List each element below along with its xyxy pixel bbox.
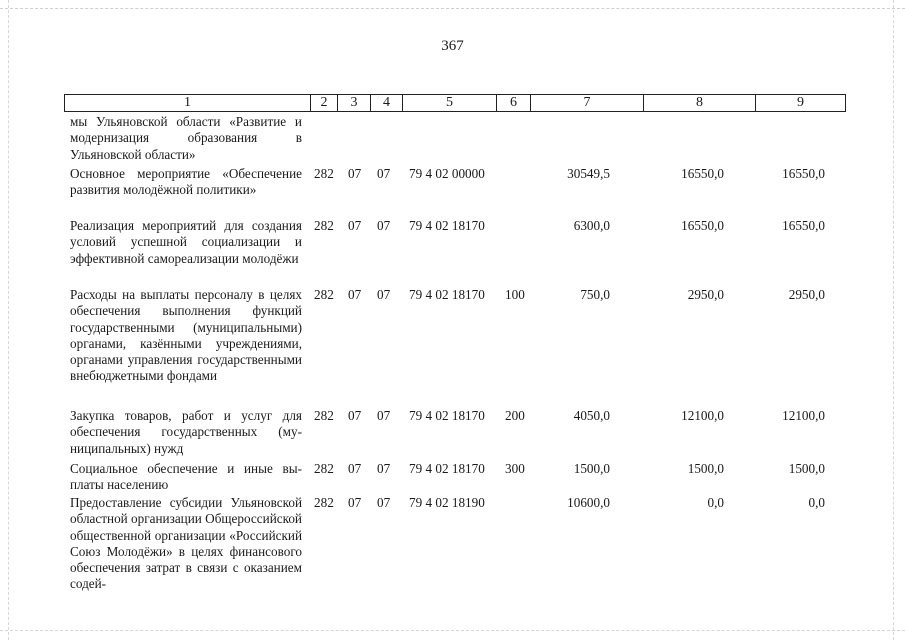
row-value-9: 2950,0 [788, 287, 825, 302]
header-col-4: 4 [370, 95, 402, 111]
row-section: 07 [348, 495, 362, 510]
row-code: 282 [314, 408, 334, 423]
row-subsection: 07 [377, 461, 391, 476]
row-subsection: 07 [377, 166, 391, 181]
row-expense-type: 100 [505, 287, 525, 302]
scan-edge-right [893, 0, 894, 640]
row-target: 79 4 02 00000 [409, 166, 485, 181]
header-col-3: 3 [337, 95, 370, 111]
row-code: 282 [314, 287, 334, 302]
row-subsection: 07 [377, 408, 391, 423]
row-description: Закупка товаров, работ и услуг для обеспечения государственных (муниципальных) нужд [70, 408, 302, 456]
header-col-2: 2 [310, 95, 337, 111]
row-value-9: 0,0 [808, 495, 825, 510]
row-value-7: 10600,0 [567, 495, 610, 510]
row-section: 07 [348, 287, 362, 302]
row-value-7: 750,0 [580, 287, 610, 302]
row-code: 282 [314, 218, 334, 233]
scan-edge-bottom [0, 630, 905, 631]
row-description: Социальное обеспечение и иные выплаты населению [70, 461, 302, 493]
row-value-8: 1500,0 [687, 461, 724, 476]
row-subsection: 07 [377, 287, 391, 302]
row-section: 07 [348, 166, 362, 181]
header-col-9: 9 [755, 95, 845, 111]
row-description: Предоставление субсидии Ульяновской областной организации Общероссийской общественной организации «Российский Союз Молодёжи» в целях финансового обеспечения затрат в связи с оказанием содей- [70, 495, 302, 592]
row-subsection: 07 [377, 495, 391, 510]
row-target: 79 4 02 18190 [409, 495, 485, 510]
row-value-8: 16550,0 [681, 218, 724, 233]
scan-edge-top [0, 8, 905, 9]
row-value-8: 2950,0 [687, 287, 724, 302]
scan-edge-left [8, 0, 9, 640]
row-description: мы Ульяновской области «Развитие и модернизация образования в Ульяновской области» [70, 114, 302, 162]
row-value-7: 30549,5 [567, 166, 610, 181]
row-value-9: 1500,0 [788, 461, 825, 476]
row-value-9: 16550,0 [782, 218, 825, 233]
row-code: 282 [314, 495, 334, 510]
row-code: 282 [314, 461, 334, 476]
row-value-7: 1500,0 [573, 461, 610, 476]
header-col-7: 7 [530, 95, 643, 111]
row-section: 07 [348, 218, 362, 233]
row-section: 07 [348, 408, 362, 423]
row-target: 79 4 02 18170 [409, 287, 485, 302]
row-target: 79 4 02 18170 [409, 218, 485, 233]
row-value-7: 4050,0 [573, 408, 610, 423]
row-value-7: 6300,0 [573, 218, 610, 233]
row-value-8: 16550,0 [681, 166, 724, 181]
header-col-1: 1 [184, 95, 191, 110]
row-section: 07 [348, 461, 362, 476]
header-col-5: 5 [402, 95, 496, 111]
header-col-8: 8 [643, 95, 755, 111]
row-expense-type: 200 [505, 408, 525, 423]
row-value-8: 0,0 [707, 495, 724, 510]
row-target: 79 4 02 18170 [409, 461, 485, 476]
page-number: 367 [441, 38, 464, 54]
row-expense-type: 300 [505, 461, 525, 476]
row-value-9: 16550,0 [782, 166, 825, 181]
row-code: 282 [314, 166, 334, 181]
table-header-row [64, 94, 846, 112]
header-col-6: 6 [496, 95, 530, 111]
row-value-8: 12100,0 [681, 408, 724, 423]
row-description: Основное мероприятие «Обеспечение развития молодёжной политики» [70, 166, 302, 198]
row-description: Расходы на выплаты персоналу в целях обеспечения выполнения функций государственными (муниципальными) органами, казёнными учреждениями, органами управления государственными внебюджетными фондами [70, 287, 302, 384]
row-target: 79 4 02 18170 [409, 408, 485, 423]
row-description: Реализация мероприятий для создания условий успешной социализации и эффективной самореализации молодёжи [70, 218, 302, 266]
row-value-9: 12100,0 [782, 408, 825, 423]
row-subsection: 07 [377, 218, 391, 233]
